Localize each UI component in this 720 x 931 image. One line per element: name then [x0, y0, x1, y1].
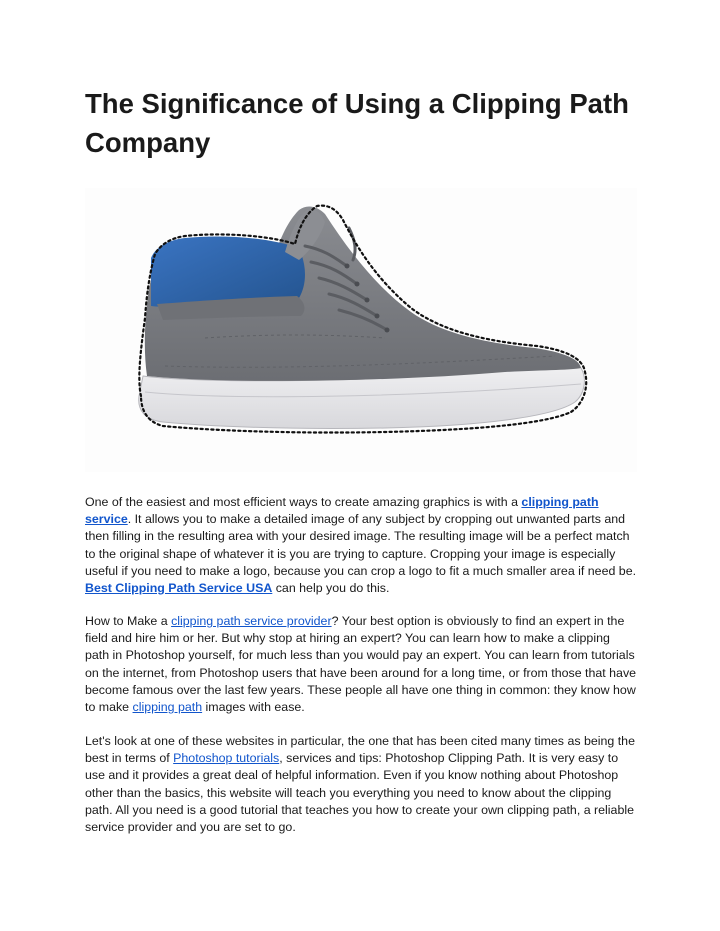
- paragraph-text: . It allows you to make a detailed image of any subject by cropping out unwanted parts and then filling in the resulting area with your desired image. The resulting image will be a perfect match to the original shape of whatever it is you are trying to capture. Cropping your image is especially useful if you need to make a logo, because you can crop a logo to fit a much smaller area if need be.: [85, 512, 637, 578]
- link-clipping-path-service[interactable]: clipping path service: [85, 495, 599, 527]
- link-best-clipping-path-service-usa[interactable]: Best Clipping Path Service USA: [85, 581, 273, 596]
- paragraph-2: [85, 613, 637, 716]
- link-clipping-path-service-provider[interactable]: clipping path service provider: [171, 614, 332, 628]
- paragraph-text: , services and tips: Photoshop Clipping Path. It is very easy to use and it provides a great deal of helpful information. Even if you know nothing about Photoshop other than the basics, this website will teach you everything you need to know about the clipping path. All you need is a good tutorial that teaches you how to create your own clipping path, a reliable service provider and you are set to go.: [85, 751, 634, 835]
- link-clipping-path[interactable]: clipping path: [132, 700, 203, 715]
- paragraph-text: One of the easiest and most efficient ways to create amazing graphics is with a: [85, 495, 522, 509]
- page-title: The Significance of Using a Clipping Path Company: [85, 88, 629, 158]
- link-photoshop-tutorials[interactable]: Photoshop tutorials: [173, 751, 280, 766]
- paragraph-text: images with ease.: [202, 700, 305, 715]
- paragraph-1: [85, 494, 637, 597]
- paragraph-3: [85, 733, 637, 836]
- sneaker-icon: [85, 188, 637, 472]
- paragraph-text: How to Make a: [85, 614, 172, 628]
- paragraph-text: can help you do this.: [272, 581, 390, 596]
- paragraph-text: ? Your best option is obviously to find an expert in the field and hire him or her. But why stop at hiring an expert? You can learn how to make a clipping path in Photoshop yourself, for much less than you would pay an expert. You can learn from tutorials on the internet, from Photoshop users that have been around for a long time, or from those that have become famous over the last few years. These people all have one thing in common: they know how to make: [85, 614, 637, 715]
- paragraph-text: Let's look at one of these websites in particular, the one that has been cited many times as being the best in terms of: [85, 734, 635, 766]
- sneaker-clipping-path-image: [85, 188, 637, 472]
